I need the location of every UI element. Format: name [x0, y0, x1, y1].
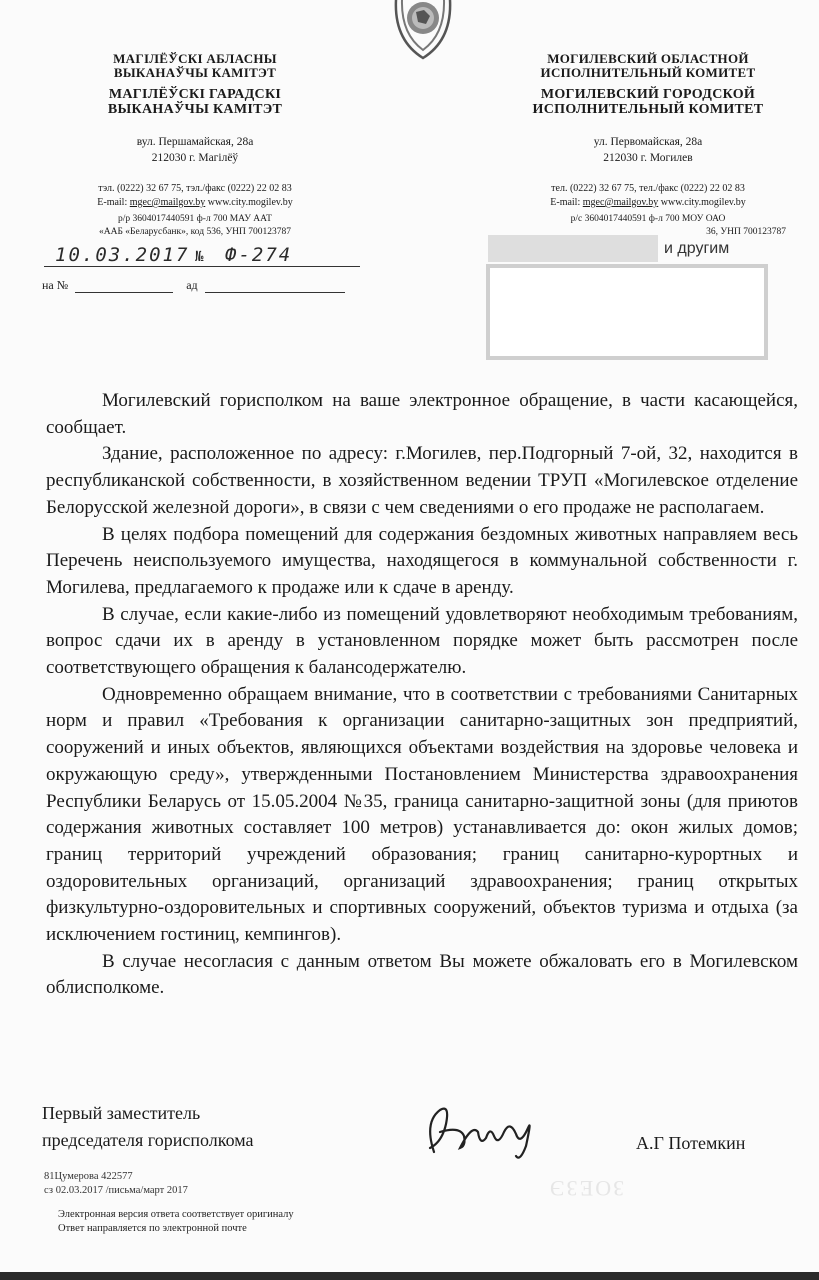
city-postcode: 212030 г. Могилев — [603, 151, 693, 164]
bank-account: р/с 3604017440591 ф-л 700 МОУ ОАО — [570, 214, 726, 225]
email-web-line — [492, 196, 804, 210]
body-paragraph-3: В целях подбора помещений для содержания бездомных животных направляем весь Перечень неиспользуемого имущества, находящегося в коммунальной собственности г. Могилева, предлагаемого к продаже или к сдаче в аренду. — [46, 523, 798, 598]
street-address: вул. Першамайская, 28а — [136, 136, 254, 149]
body-paragraph-1: Могилевский горисполком на ваше электронное обращение, в части касающейся, сообщает. — [46, 390, 798, 438]
email-label: E-mail: — [97, 196, 130, 208]
city-committee-line2: ВЫКАНАЎЧЫ КАМІТЭТ — [107, 101, 283, 117]
internal-reference: сз 02.03.2017 /письма/март 2017 — [44, 1184, 188, 1196]
redacted-recipient-name — [488, 235, 658, 262]
regional-committee-line1: МОГИЛЕВСКИЙ ОБЛАСТНОЙ — [547, 51, 749, 66]
regional-committee-line2: ИСПОЛНИТЕЛЬНЫЙ КОМИТЕТ — [540, 65, 756, 81]
bank-account: р/р 3604017440591 ф-л 700 МАУ ААТ — [118, 214, 272, 225]
email-label: E-mail: — [550, 196, 583, 208]
regional-committee-line1: МАГІЛЁЎСКІ АБЛАСНЫ — [113, 51, 277, 66]
on-number-label: на № — [42, 278, 69, 292]
executor-info — [44, 1170, 188, 1197]
date-number-underline — [44, 266, 360, 267]
signatory-title — [42, 1100, 253, 1154]
handwritten-date: 10.03.2017 — [55, 244, 190, 266]
state-emblem-icon — [388, 0, 458, 60]
body-paragraph-5: Одновременно обращаем внимание, что в соответствии с требованиями Санитарных норм и правил «Требования к организации санитарно-защитных зон предприятий, сооружений и иных объектов, являющихся объектами воздействия на здоровье человека и окружающую среду», утвержденными Постановлением Министерства здравоохранения Республики Беларусь от 15.05.2004 №35, граница санитарно-защитной зоны (для приютов содержания животных составляет 100 метров) устанавливается до: окон жилых домов; границ территорий учреждений образования; границ санитарно-курортных и оздоровительных организаций, организаций здравоохранения; границ открытых физкультурно-оздоровительных и спортивных сооружений, объектов туризма и отдыха (за исключением гостиниц, кемпингов). — [46, 683, 798, 946]
reference-row — [42, 278, 345, 293]
email-link[interactable]: mgec@mailgov.by — [129, 196, 206, 208]
redacted-recipient-address — [486, 264, 768, 360]
on-number-blank — [75, 292, 173, 293]
regional-committee-line2: ВЫКАНАЎЧЫ КАМІТЭТ — [113, 65, 277, 81]
executor-name-phone: 81Цумерова 422577 — [44, 1171, 133, 1182]
handwritten-outgoing-number: Ф-274 — [225, 244, 293, 266]
city-committee-line1: МАГІЛЁЎСКІ ГАРАДСКІ — [108, 86, 282, 102]
recipient-label: и другим — [664, 240, 730, 257]
website-link[interactable]: www.city.mogilev.by — [658, 196, 746, 208]
body-paragraph-6: В случае несогласия с данным ответом Вы можете обжаловать его в Могилевском облисполкоме. — [46, 950, 798, 999]
body-paragraph-2: Здание, расположенное по адресу: г.Могилев, пер.Подгорный 7-ой, 32, находится в республиканской собственности, в хозяйственном ведении ТРУП «Могилевское отделение Белорусской железной дороги», в связи с чем сведениями о его продаже не располагаем. — [46, 443, 798, 518]
from-date-blank — [205, 292, 345, 293]
number-sign: № — [195, 249, 206, 265]
city-committee-line2: ИСПОЛНИТЕЛЬНЫЙ КОМИТЕТ — [532, 101, 764, 117]
bank-details: 36, УНП 700123787 — [706, 227, 786, 238]
electronic-notice — [58, 1208, 294, 1235]
phone-fax: тэл. (0222) 32 67 75, тэл./факс (0222) 22 02 83 — [98, 183, 292, 195]
website-link[interactable]: www.city.mogilev.by — [205, 196, 293, 208]
signatory-title-line1: Первый заместитель — [42, 1103, 201, 1123]
phone-fax: тел. (0222) 32 67 75, тел./факс (0222) 22 02 83 — [551, 183, 745, 195]
scan-bottom-edge — [0, 1272, 819, 1280]
street-address: ул. Первомайская, 28а — [593, 136, 703, 149]
signatory-title-line2: председателя горисполкома — [42, 1130, 254, 1150]
signatory-name: А.Г Потемкин — [636, 1133, 746, 1153]
header-left-belarusian — [40, 52, 350, 239]
body-paragraph-4: В случае, если какие-либо из помещений удовлетворяют необходимым требованиям, вопрос сдачи их в аренду в установленном порядке может быть рассмотрен после соответствующего обращения к балансодержателю. — [46, 603, 798, 679]
email-link[interactable]: mgec@mailgov.by — [582, 196, 659, 208]
city-committee-line1: МОГИЛЕВСКИЙ ГОРОДСКОЙ — [540, 86, 756, 102]
handwritten-signature — [420, 1102, 550, 1162]
city-postcode: 212030 г. Магілёў — [151, 151, 239, 164]
email-delivery-note: Ответ направляется по электронной почте — [58, 1222, 247, 1234]
bank-details: «ААБ «Беларусбанк», код 536, УНП 700123787 — [98, 227, 292, 238]
header-right-russian — [492, 52, 804, 239]
electronic-version-note: Электронная версия ответа соответствует оригиналу — [58, 1209, 294, 1220]
from-label: ад — [186, 278, 198, 292]
email-web-line — [40, 196, 350, 210]
letter-body — [46, 388, 798, 1002]
faint-bleed-through: ЗОЕЗЭ — [548, 1176, 625, 1201]
